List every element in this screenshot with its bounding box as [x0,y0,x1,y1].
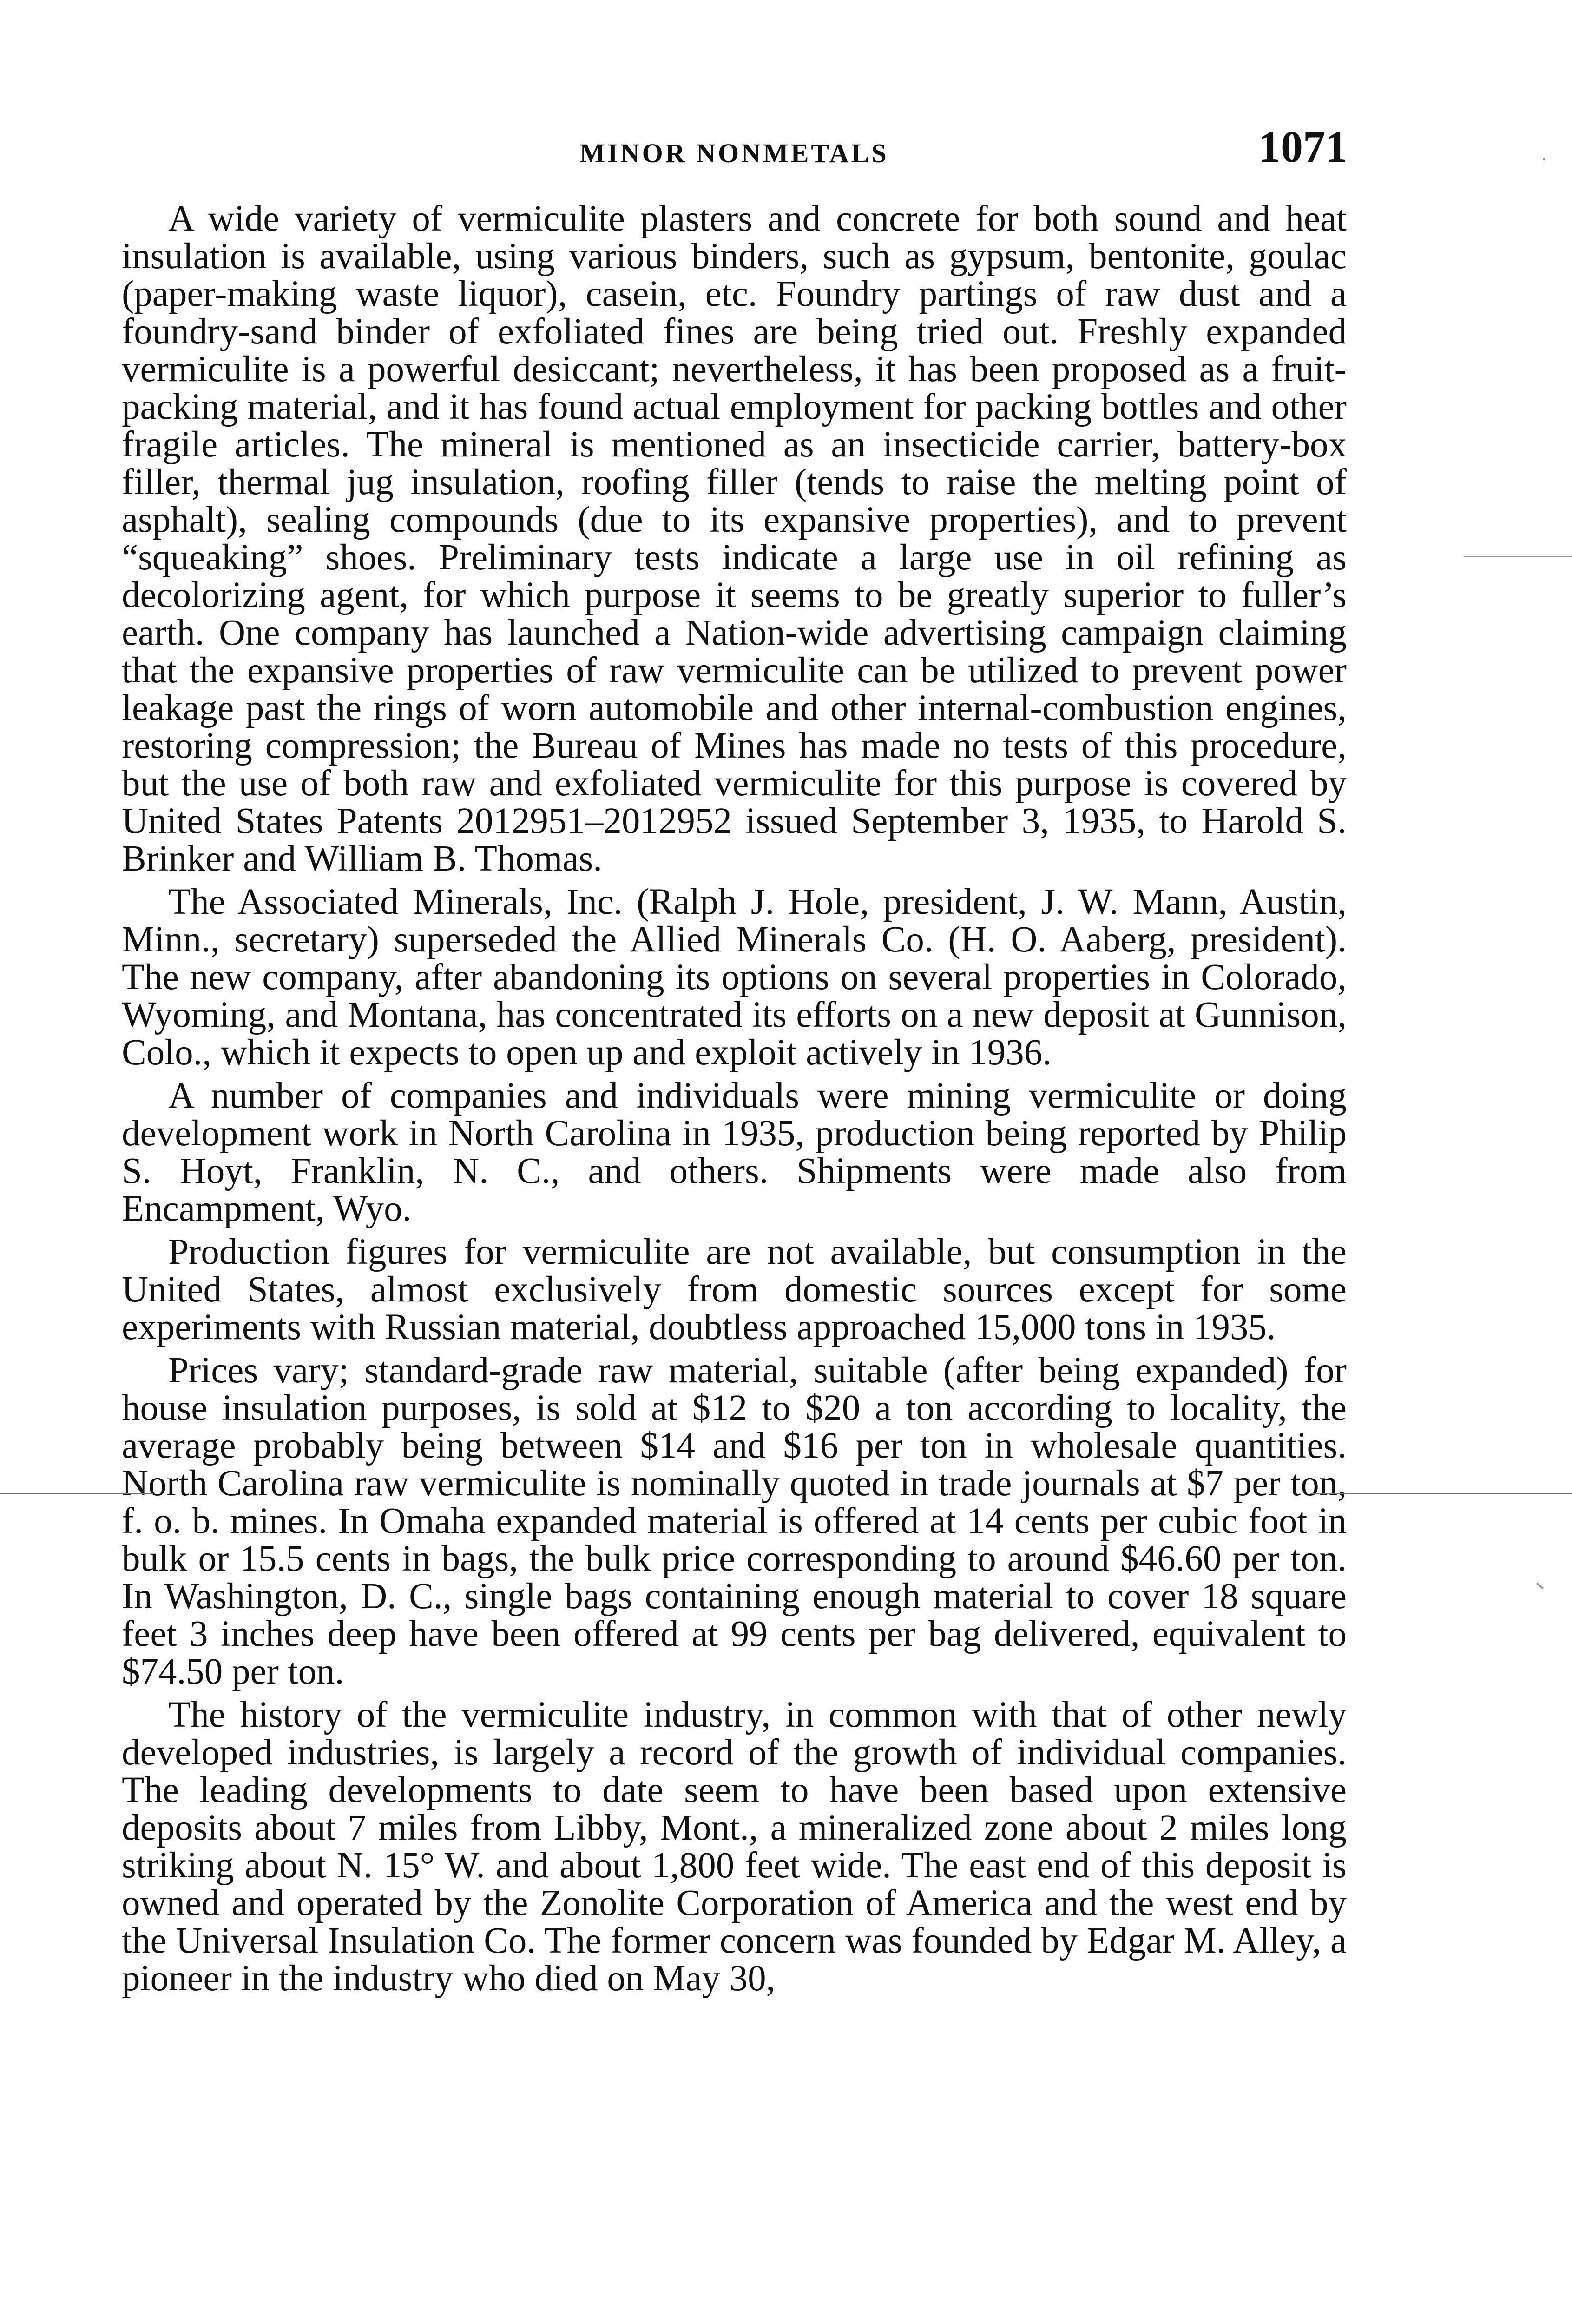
paragraph-production: Production figures for vermiculite are not available, but consumption in the United States, almost exclusively from domestic sources except for some experiments with Russian material, doubtless approached 15,000 tons in 1935. [122,1232,1347,1347]
scan-speck [1543,158,1545,160]
running-head [121,122,1348,180]
scan-fold-line-right [1310,1493,1572,1494]
paragraph-prices: Prices vary; standard-grade raw material, suitable (after being expanded) for house insulation purposes, is sold at $12 to $20 a ton according to locality, the average probably being between $14 and $16 per ton in wholesale quantities. North Carolina raw vermiculite is nominally quoted in trade journals at $7 per ton, f. o. b. mines. In Omaha expanded material is offered at 14 cents per cubic foot in bulk or 15.5 cents in bags, the bulk price corresponding to around $46.60 per ton. In Washington, D. C., single bags containing enough material to cover 18 square feet 3 inches deep have been offered at 99 cents per bag delivered, equivalent to $74.50 per ton. [122,1350,1347,1692]
scan-margin-line [1464,556,1572,557]
running-title: MINOR NONMETALS [579,138,889,168]
paragraph-vermiculite-uses: A wide variety of vermiculite plasters and concrete for both sound and heat insulation is available, using various binders, such as gypsum, bentonite, goulac (paper-making waste liquor), casein, etc. Foundry partings of raw dust and a foundry-sand binder of exfoliated fines are being tried out. Freshly expanded vermiculite is a powerful desiccant; nevertheless, it has been proposed as a fruit-packing material, and it has found actual employment for packing bottles and other fragile articles. The mineral is mentioned as an insecticide carrier, battery-box filler, thermal jug insulation, roofing filler (tends to raise the melting point of asphalt), sealing compounds (due to its expansive properties), and to prevent “squeaking” shoes. Preliminary tests indicate a large use in oil refining as decolorizing agent, for which purpose it seems to be greatly superior to fuller’s earth. One company has launched a Nation-wide advertising campaign claiming that the expansive properties of raw vermiculite can be utilized to prevent power leakage past the rings of worn automobile and other internal-combustion engines, restoring compression; the Bureau of Mines has made no tests of this procedure, but the use of both raw and exfoliated vermiculite for this purpose is covered by United States Patents 2012951–2012952 issued September 3, 1935, to Harold S. Brinker and William B. Thomas. [122,198,1347,879]
page-number: 1071 [1258,122,1348,172]
paragraph-associated-minerals: The Associated Minerals, Inc. (Ralph J. Hole, president, J. W. Mann, Austin, Minn., secretary) superseded the Allied Minerals Co. (H. O. Aaberg, president). The new company, after abandoning its options on several properties in Colorado, Wyoming, and Montana, has concentrated its efforts on a new deposit at Gunnison, Colo., which it expects to open up and exploit actively in 1936. [122,882,1347,1073]
paragraph-history: The history of the vermiculite industry, in common with that of other newly developed industries, is largely a record of the growth of individual companies. The leading developments to date seem to have been based upon extensive deposits about 7 miles from Libby, Mont., a mineralized zone about 2 miles long striking about N. 15° W. and about 1,800 feet wide. The east end of this deposit is owned and operated by the Zonolite Corporation of America and the west end by the Universal Insulation Co. The former concern was founded by Edgar M. Alley, a pioneer in the industry who died on May 30, [122,1695,1347,1999]
scan-tick-mark [1536,1583,1544,1590]
scan-fold-line-left [0,1493,153,1494]
body-text [122,200,1347,2003]
paragraph-north-carolina: A number of companies and individuals were mining vermiculite or doing development work in North Carolina in 1935, production being reported by Philip S. Hoyt, Franklin, N. C., and others. Shipments were made also from Encampment, Wyo. [122,1076,1347,1229]
